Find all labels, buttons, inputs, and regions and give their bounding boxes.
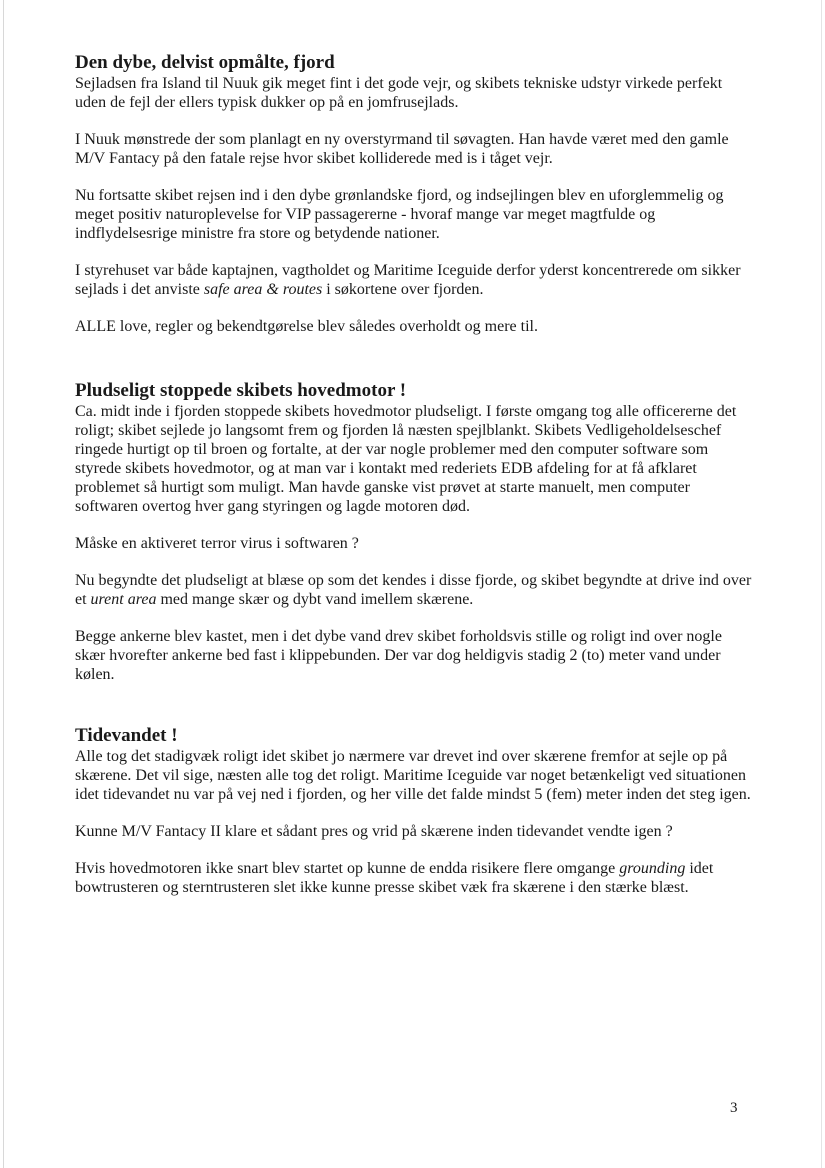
paragraph [75, 627, 755, 684]
paragraph [75, 747, 755, 804]
paragraph [75, 130, 755, 168]
paragraph [75, 571, 755, 609]
section-heading: Den dybe, delvist opmålte, fjord [75, 52, 335, 73]
text-run: Alle tog det stadigvæk roligt idet skibet jo nærmere var drevet ind over skærene fremfor at sejle op på skærene. Det vil sige, næsten alle tog det roligt. Maritime Iceguide var noget betænkeligt ved situationen idet tidevandet nu var på vej ned i fjorden, og her ville det falde mindst 5 (fem) meter inden det steg igen. [75, 748, 751, 803]
paragraph [75, 402, 755, 516]
text-run: idet bowtrusteren og sterntrusteren slet ikke kunne presse skibet væk fra skærene i den stærke blæst. [75, 860, 714, 896]
section-3 [75, 725, 755, 897]
paragraph [75, 822, 755, 841]
text-run: Kunne M/V Fantacy II klare et sådant pres og vrid på skærene inden tidevandet vendte igen ? [75, 823, 673, 840]
paragraph [75, 859, 755, 897]
text-run: I Nuuk mønstrede der som planlagt en ny overstyrmand til søvagten. Han havde været med den gamle M/V Fantacy på den fatale rejse hvor skibet kolliderede med is i tåget vejr. [75, 131, 729, 167]
text-run: Måske en aktiveret terror virus i softwaren ? [75, 535, 359, 552]
paragraph [75, 186, 755, 243]
text-run: Nu fortsatte skibet rejsen ind i den dybe grønlandske fjord, og indsejlingen blev en uforglemmelig og meget positiv naturoplevelse for VIP passagererne - hvoraf mange var meget magtfulde og indflydelsesrige ministre fra store og betydende nationer. [75, 187, 724, 242]
text-run: Ca. midt inde i fjorden stoppede skibets hovedmotor pludseligt. I første omgang tog alle officererne det roligt; skibet sejlede jo langsomt frem og fjorden lå næsten spejlblankt. Skibets Vedligeholdelseschef ringede hurtigt op til broen og fortalte, at der var nogle problemer med den computer software som styrede skibets hovedmotor, og at man var i kontakt med rederiets EDB afdeling for at få afklaret problemet så hurtigt som muligt. Man havde ganske vist prøvet at starte manuelt, men computer softwaren overtog hver gang styringen og lagde motoren død. [75, 403, 737, 515]
italic-term: safe area & routes [203, 281, 323, 298]
text-run: med mange skær og dybt vand imellem skærene. [156, 591, 474, 608]
document-page [75, 52, 755, 897]
text-run: Begge ankerne blev kastet, men i det dybe vand drev skibet forholdsvis stille og roligt ind over nogle skær hvorefter ankerne bed fast i klippebunden. Der var dog heldigvis stadig 2 (to) meter vand under kølen. [75, 628, 722, 683]
section-heading: Pludseligt stoppede skibets hovedmotor ! [75, 380, 407, 401]
text-run: Sejladsen fra Island til Nuuk gik meget fint i det gode vejr, og skibets tekniske udstyr virkede perfekt uden de fejl der ellers typisk dukker op på en jomfrusejlads. [75, 75, 723, 111]
scan-edge-right [821, 0, 822, 1168]
section-1 [75, 52, 755, 336]
section-heading: Tidevandet ! [75, 725, 178, 746]
text-run: I styrehuset var både kaptajnen, vagtholdet og Maritime Iceguide derfor yderst koncentrerede om sikker sejlads i det anviste [75, 262, 741, 298]
text-run: Hvis hovedmotoren ikke snart blev startet op kunne de endda risikere flere omgange [75, 860, 620, 877]
text-run: i søkortene over fjorden. [322, 281, 484, 298]
paragraph [75, 317, 755, 336]
paragraph [75, 261, 755, 299]
page-number: 3 [730, 1100, 738, 1116]
scan-edge-left [3, 0, 4, 1168]
section-2 [75, 380, 755, 684]
paragraph [75, 534, 755, 553]
text-run: ALLE love, regler og bekendtgørelse blev således overholdt og mere til. [75, 318, 538, 335]
italic-term: grounding [619, 860, 686, 877]
italic-term: urent area [90, 591, 157, 608]
text-run: Nu begyndte det pludseligt at blæse op som det kendes i disse fjorde, og skibet begyndte at drive ind over et [75, 572, 752, 608]
paragraph [75, 74, 755, 112]
